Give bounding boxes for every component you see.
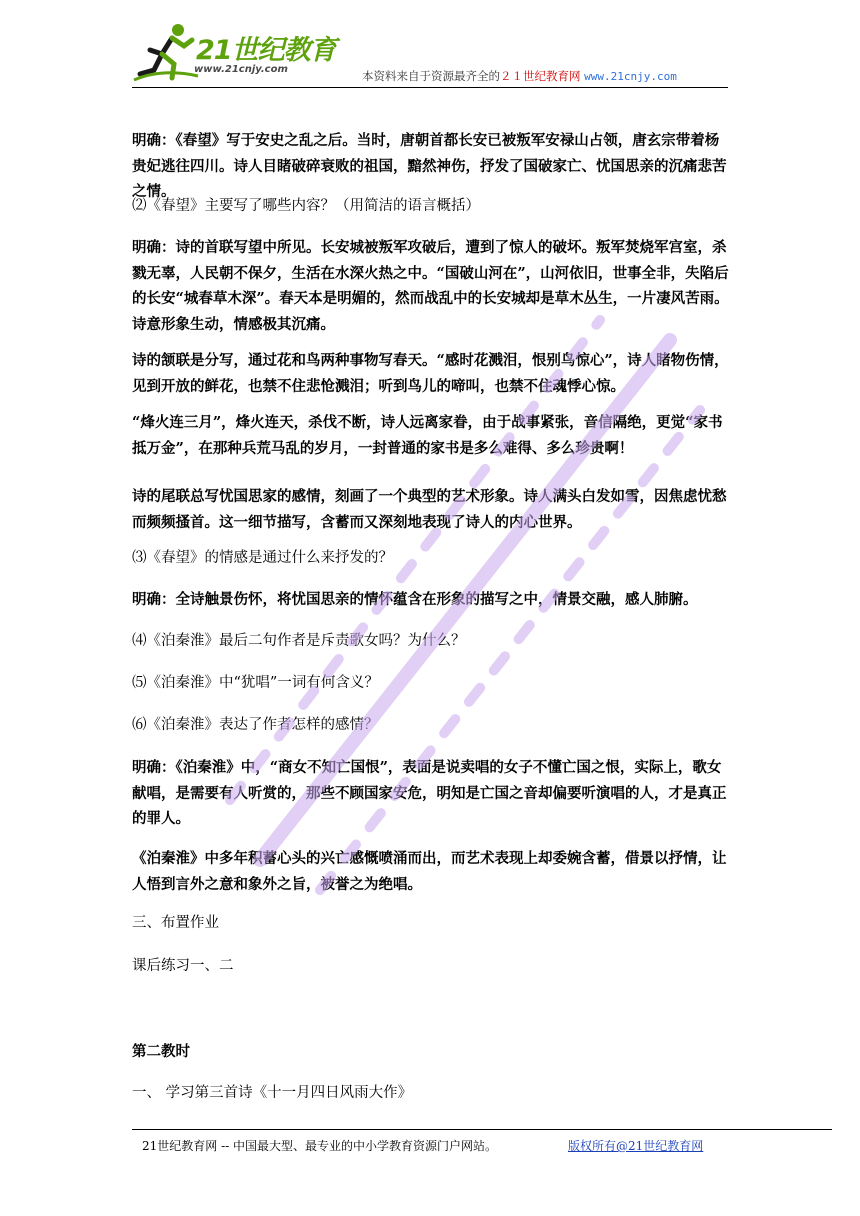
- question-5: ⑸《泊秦淮》中“犹唱”一词有何含义？: [132, 675, 379, 691]
- question-3: ⑶《春望》的情感是通过什么来抒发的？: [132, 550, 393, 566]
- question-4: ⑷《泊秦淮》最后二句作者是斥责歌女吗？为什么？: [132, 633, 466, 649]
- answer-paragraph-6: 明确：全诗触景伤怀，将忧国思亲的情怀蕴含在形象的描写之中，情景交融，感人肺腑。: [132, 591, 698, 608]
- paragraph-8: 《泊秦淮》中多年积蓄心头的兴亡感慨喷涌而出，而艺术表现上却委婉含蓄，借景以抒情，让人悟到言外之意和象外之旨，被誉之为绝唱。: [132, 850, 727, 893]
- item-1-heading: 一、 学习第三首诗《十一月四日风雨大作》: [132, 1085, 413, 1101]
- header-url-link[interactable]: www.21cnjy.com: [584, 70, 677, 83]
- paragraph-3: 诗的颔联是分写，通过花和鸟两种事物写春天。“感时花溅泪，恨别鸟惊心”，诗人睹物伤情，见到开放的鲜花，也禁不住悲怆溅泪；听到鸟儿的啼叫，也禁不住魂悸心惊。: [132, 352, 729, 395]
- runner-icon: [132, 20, 202, 84]
- answer-paragraph-1: 明确：《春望》写于安史之乱之后。当时，唐朝首都长安已被叛军安禄山占领，唐玄宗带着杨贵妃逃往四川。诗人目睹破碎衰败的祖国，黯然神伤，抒发了国破家亡、忧国思亲的沉痛悲苦之情。: [132, 132, 727, 200]
- homework-text: 课后练习一、二: [132, 958, 234, 974]
- section-heading-3: 三、布置作业: [132, 915, 219, 931]
- paragraph-4: “烽火连三月”，烽火连天，杀伐不断，诗人远离家眷，由于战事紧张，音信隔绝，更觉“家书抵万金”，在那种兵荒马乱的岁月，一封普通的家书是多么难得、多么珍贵啊！: [132, 414, 723, 457]
- answer-paragraph-2: 明确：诗的首联写望中所见。长安城被叛军攻破后，遭到了惊人的破坏。叛军焚烧军宫室，杀戮无辜，人民朝不保夕，生活在水深火热之中。“国破山河在”，山河依旧，世事全非，失陷后的长安“城春草木深”。春天本是明媚的，然而战乱中的长安城却是草木丛生，一片凄风苦雨。诗意形象生动，情感极其沉痛。: [132, 239, 729, 333]
- lesson-2-heading: 第二教时: [132, 1043, 190, 1060]
- answer-paragraph-7: 明确：《泊秦淮》中，“商女不知亡国恨”，表面是说卖唱的女子不懂亡国之恨，实际上，歌女献唱，是需要有人听赏的，那些不顾国家安危，明知是亡国之音却偏要听演唱的人，才是真正的罪人。: [132, 759, 727, 827]
- logo-url: www.21cnjy.com: [194, 64, 288, 75]
- logo-text: 21世纪教育: [196, 35, 336, 66]
- header-note: [362, 68, 677, 84]
- question-2: ⑵《春望》主要写了哪些内容？（用简洁的语言概括）: [132, 198, 480, 214]
- footer-divider: [132, 1129, 832, 1130]
- header-divider: [132, 87, 728, 88]
- paragraph-5: 诗的尾联总写忧国思家的感情，刻画了一个典型的艺术形象。诗人满头白发如雪，因焦虑忧愁而频频搔首。这一细节描写，含蓄而又深刻地表现了诗人的内心世界。: [132, 488, 727, 531]
- header-note-prefix: 本资料来自于资源最齐全的: [362, 69, 500, 83]
- header-site-link[interactable]: ２１世纪教育网: [500, 69, 581, 83]
- footer-copyright-link[interactable]: 版权所有@21世纪教育网: [568, 1139, 704, 1153]
- question-6: ⑹《泊秦淮》表达了作者怎样的感情？: [132, 717, 379, 733]
- footer-text: 21世纪教育网 -- 中国最大型、最专业的中小学教育资源门户网站。: [142, 1139, 498, 1153]
- site-logo: [132, 20, 342, 84]
